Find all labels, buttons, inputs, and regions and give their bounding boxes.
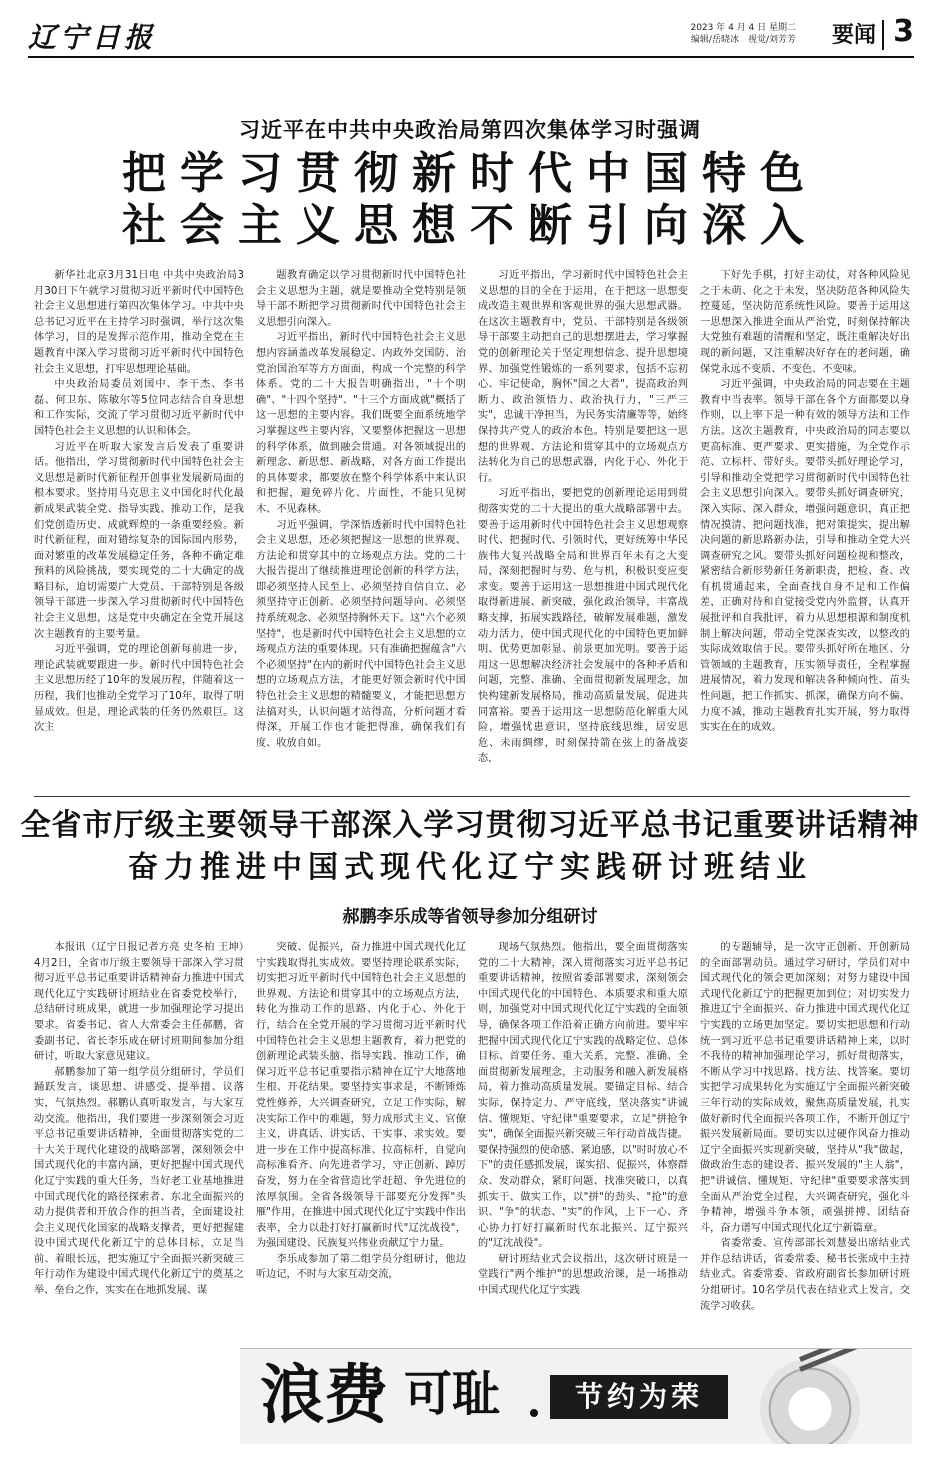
article1-column xyxy=(700,268,910,788)
article1-column xyxy=(478,268,688,788)
body-paragraph: 的专题辅导，是一次守正创新、开创新局的全面部署动员。通过学习研讨，学员们对中国式现代化的领会更加深刻；对努力建设中国式现代化新辽宁的把握更加到位；对切实发力推进辽宁全面振兴、奋力推进中国式现代化辽宁实践的立场更加坚定。要切实把思想和行动统一到习近平总书记重要讲话精神上来，以时不我待的精神加强理论学习，抓好贯彻落实，不断从学习中找思路、找方法、找答案。要切实把学习成果转化为实施辽宁全面振兴新突破三年行动的实际成效，聚焦高质量发展，扎实做好新时代全面振兴各项工作，不断开创辽宁振兴发展新局面。要切实以过硬作风奋力推动辽宁全面振兴实现新突破，坚持从"我"做起，做政治生态的建设者、振兴发展的"主人翁"，把"讲诚信、懂规矩、守纪律"重要要求落实到全面从严治党全过程，大兴调查研究，强化斗争精神，增强斗争本领，顽强拼搏、团结奋斗，奋力谱写中国式现代化辽宁新篇章。 xyxy=(700,942,910,1234)
article2-column xyxy=(34,940,244,1338)
article2-column xyxy=(256,940,466,1338)
article1-title-line2: 社会主义思想不断引向深入 xyxy=(122,200,818,251)
issue-meta xyxy=(690,22,796,46)
body-paragraph: 研讨班结业式会议指出，这次研讨班是一堂践行"两个维护"的思想政治课，是一场推动中国式现代化辽宁实践 xyxy=(478,1253,688,1297)
article2-title-line2: 奋力推进中国式现代化辽宁实践研讨班结业 xyxy=(128,850,812,885)
body-paragraph: 新华社北京3月31日电 中共中央政治局3月30日下午就学习贯彻习近平新时代中国特色社会主义思想进行第四次集体学习。中共中央总书记习近平在主持学习时强调，举行这次集体学习，目的是发挥示范作用，推动全党在主题教育中深入学习贯彻习近平新时代中国特色社会主义思想，打牢思想理论基础。 xyxy=(34,270,244,375)
banner-text-thrift: 节约为荣 xyxy=(550,1375,728,1419)
body-paragraph: 现场气氛热烈。他指出，要全面贯彻落实党的二十大精神，深入贯彻落实习近平总书记重要讲话精神，按照省委部署要求，深刻领会中国式现代化的中国特色、本质要求和重大原则，加强党对中国式现代化辽宁实践的全面领导，确保各项工作沿着正确方向前进。要牢牢把握中国式现代化辽宁实践的战略定位、总体目标、首要任务、重大关系，完整、准确、全面贯彻新发展理念，主动服务和融入新发展格局，着力推动高质量发展。要锚定目标、结合实际，保持定力、严守底线，坚决落实"讲诚信、懂规矩、守纪律"重要要求，立足"拼抢争实"，确保全面振兴新突破三年行动首战告捷。要保持强烈的使命感、紧迫感，以"时时放心不下"的责任感抓发展，谋实招、促振兴，体察群众、发动群众，紧盯问题、找准突破口，以真抓实干、做实工作，以"拼"的劲头、"抢"的意识、"争"的状态、"实"的作风，上下一心、齐心协力打好打赢新时代东北振兴、辽宁振兴的"辽沈战役"。 xyxy=(478,942,688,1250)
body-paragraph: 习近平强调，学深悟透新时代中国特色社会主义思想，还必须把握这一思想的世界观、方法论和贯穿其中的立场观点方法。党的二十大报告提出了继续推进理论创新的科学方法，即必须坚持人民至上、必须坚持自信自立、必须坚持守正创新、必须坚持问题导向、必须坚持系统观念、必须坚持胸怀天下。这"六个必须坚持"，也是新时代中国特色社会主义思想的立场观点方法的重要体现。只有准确把握蕴含"六个必须坚持"在内的新时代中国特色社会主义思想的立场观点方法，才能更好领会新时代中国特色社会主义思想的精髓要义，才能把思想方法搞对头，认识问题才站得高，分析问题才看得深，开展工作也才能把得准，确保我们有度、收放自如。 xyxy=(256,519,466,749)
article1-column xyxy=(34,268,244,788)
article1-kicker: 习近平在中共中央政治局第四次集体学习时强调 xyxy=(239,118,701,142)
article2-column xyxy=(700,940,910,1338)
article2-body xyxy=(34,940,910,1338)
article1-column xyxy=(256,268,466,788)
article2-column xyxy=(478,940,688,1338)
body-paragraph: 郝鹏参加了第一组学员分组研讨，学员们踊跃发言，谈思想、讲感受、提举措、议落实，气氛热烈。郝鹏认真听取发言，与大家互动交流。他指出，我们要进一步深刻领会习近平总书记重要讲话精神，全面贯彻落实党的二十大关于现代化建设的战略部署，深刻领会中国式现代化的丰富内涵，更好把握中国式现代化辽宁实践的重大任务，当好老工业基地推进中国式现代化的路径探索者、东北全面振兴的动力提供者和开放合作的担当者，全面建设社会主义现代化国家的战略支撑者，更好把握建设中国式现代化新辽宁的总体目标，立足当前、着眼长远，把实施辽宁全面振兴新突破三年行动作为建设中国式现代化新辽宁的奠基之举、垒台之作，实实在在地抓发展、谋 xyxy=(34,1066,244,1297)
issue-date: 2023 年 4 月 4 日 星期二 xyxy=(690,23,796,33)
page-number: 3 xyxy=(893,14,914,49)
body-paragraph: 省委常委、宣传部部长刘慧晏出席结业式并作总结讲话，省委常委、秘书长张成中主持结业式。省委常委、省政府副省长参加研讨班分组研讨。10名学员代表在结业式上发言，交流学习收获。 xyxy=(700,1238,910,1312)
body-paragraph: 习近平强调，中央政治局的同志要在主题教育中当表率。领导干部在各个方面都要以身作则，以上率下是一种有效的领导方法和工作方法。这次主题教育，中央政治局的同志要以更高标准、更严要求、更实措施，为全党作示范、立标杆、带好头。要带头抓好理论学习，引导和推动全党把学习贯彻新时代中国特色社会主义思想引向深入。要带头抓好调查研究，深入实际、深入群众，增强问题意识，真正把情况摸清、把问题找准，把对策提实，提出解决问题的新思路新办法，引导和推动全党大兴调查研究之风。要带头抓好问题检视和整改，紧密结合新形势新任务新职责，把检、查、改有机贯通起来，全面查找自身不足和工作偏差，正确对待和自觉接受党内外监督，认真开展批评和自我批评，着力从思想根源和制度机制上解决问题，带动全党深查实改，以整改的实际成效取信于民。要带头抓好所在地区、分管领域的主题教育，压实领导责任，全程掌握进展情况，着力发现和解决各种倾向性、苗头性问题，把工作抓实、抓深，确保方向不偏、力度不减，推动主题教育扎实开展，努力取得实实在在的成效。 xyxy=(700,379,910,734)
body-paragraph: 题教育确定以学习贯彻新时代中国特色社会主义思想为主题，就是要推动全党特别是领导干部不断把学习贯彻新时代中国特色社会主义思想引向深入。 xyxy=(256,270,466,328)
newspaper-name: 辽宁日报 xyxy=(28,21,157,54)
body-paragraph: 习近平在听取大家发言后发表了重要讲话。他指出，学习贯彻新时代中国特色社会主义思想是新时代新征程开创事业发展新局面的根本要求。坚持用马克思主义中国化时代化最新成果武装全党、指导实践、推动工作，是我们党创造历史、成就辉煌的一条重要经验。新时代新征程，面对错综复杂的国际国内形势，面对繁重的改革发展稳定任务，各种不确定难预料的风险挑战，要实现党的二十大确定的战略目标，迫切需要广大党员、干部特别是各级领导干部进一步深入学习贯彻新时代中国特色社会主义思想，这是党中央确定在全党开展这次主题教育的主要考量。 xyxy=(34,441,244,640)
article1-body xyxy=(34,268,910,788)
body-paragraph: 中央政治局委员刘国中、李干杰、李书磊、何卫东、陈敏尔等5位同志结合自身思想和工作实际，交流了学习贯彻习近平新时代中国特色社会主义思想的认识和体会。 xyxy=(34,379,244,437)
article2-subtitle: 郝鹏李乐成等省领导参加分组研讨 xyxy=(342,907,598,927)
article-divider xyxy=(34,796,910,797)
body-paragraph: 突破、促振兴，奋力推进中国式现代化辽宁实践取得扎实成效。要坚持理论联系实际，切实把习近平新时代中国特色社会主义思想的世界观、方法论和贯穿其中的立场观点方法，转化为推动工作的思路、内化于心、外化于行，结合在全党开展的学习贯彻习近平新时代中国特色社会主义思想主题教育，着力把党的创新理论武装头脑、指导实践、推动工作，确保习近平总书记重要指示精神在辽宁大地落地生根、开花结果。要坚持实事求是，不断锤炼党性修养，大兴调查研究，立足工作实际，解决实际工作中的难题，努力成形式主义、官僚主义，讲真话、讲实话、干实事、求实效。要进一步在工作中提高标准、拉高标杆，自觉向高标准看齐、向先进者学习，守正创新、踔厉奋发，努力在全省营造比学赶超、争先进位的浓厚氛围。全省各级领导干部要充分发挥"头雁"作用，在推进中国式现代化辽宁实践中作出表率，全力以赴打好打赢新时代"辽沈战役"，为强国建设、民族复兴伟业贡献辽宁力量。 xyxy=(256,942,466,1250)
banner-text-waste: 浪费 xyxy=(260,1358,388,1433)
body-paragraph: 本报讯（辽宁日报记者方亮 史冬柏 王坤）4月2日，全省市厅级主要领导干部深入学习贯彻习近平总书记重要讲话精神奋力推进中国式现代化辽宁实践研讨班结业在省委党校举行，总结研讨班成果，就进一步加强理论学习提出要求。省委书记、省人大常委会主任郝鹏，省委副书记、省长李乐成在研讨班期间参加分组研讨，听取大家意见建议。 xyxy=(34,942,244,1063)
body-paragraph: 习近平指出，学习新时代中国特色社会主义思想的目的全在于运用，在于把这一思想变成改造主观世界和客观世界的强大思想武器。在这次主题教育中，党员、干部特别是各级领导干部要主动把自己的思想摆进去，学习掌握党的创新理论关于坚定理想信念、提升思想境界、加强党性锻炼的一系列要求，包括不忘初心、牢记使命，胸怀"国之大者"，提高政治判断力、政治领悟力、政治执行力，"三严三实"，忠诚干净担当，为民务实清廉等等，始终保持共产党人的政治本色。特别是要把这一思想的世界观、方法论和贯穿其中的立场观点方法转化为自己的思想武器，内化于心、外化于行。 xyxy=(478,270,688,484)
editor-credits: 编辑/岳晓冰 视觉/刘芳芳 xyxy=(690,35,796,45)
body-paragraph: 习近平指出，新时代中国特色社会主义思想内容涵盖改革发展稳定、内政外交国防、治党治国治军等方方面面，构成一个完整的科学体系。党的二十大报告明确指出，"十个明确"、"十四个坚持"、"十三个方面成就"概括了这一思想的主要内容。我们既要全面系统地学习掌握这些主要内容，又要整体把握这一思想的科学体系，做到融会贯通。对各领域提出的新理念、新思想、新战略，对各方面工作提出的具体要求，都要放在整个科学体系中来认识和把握，避免碎片化、片面性，不能只见树木、不见森林。 xyxy=(256,332,466,515)
public-service-banner xyxy=(240,1348,912,1444)
banner-period xyxy=(530,1409,538,1417)
masthead xyxy=(28,14,914,58)
section-name: 要闻 xyxy=(831,23,876,48)
body-paragraph: 习近平强调，党的理论创新每前进一步，理论武装就要跟进一步。新时代中国特色社会主义思想历经了10年的发展历程，伴随着这一历程，我们也推动全党学习了10年，取得了明显成效。但是，理论武装的任务仍然艰巨。这次主 xyxy=(34,644,244,734)
body-paragraph: 习近平指出，要把党的创新理论运用到贯彻落实党的二十大提出的重大战略部署中去。要善于运用新时代中国特色社会主义思想观察时代、把握时代、引领时代，更好统筹中华民族伟大复兴战略全局和世界百年未有之大变局，深刻把握时与势、危与机，积极识变应变求变。要善于运用这一思想推进中国式现代化取得新进展、新突破，强化政治领导，丰富战略支撑，拓展实践路径，破解发展难题，激发动力活力，使中国式现代化的中国特色更加鲜明、优势更加彰显、前景更加光明。要善于运用这一思想解决经济社会发展中的各种矛盾和问题，完整、准确、全面贯彻新发展理念，加快构建新发展格局，推动高质量发展，促进共同富裕。要善于运用这一思想防范化解重大风险，增强忧患意识，坚持底线思维，居安思危、未雨绸缪，时刻保持箭在弦上的备战姿态， xyxy=(478,488,688,765)
banner-text-shame: 可耻 xyxy=(404,1366,501,1422)
rice-bowl-icon xyxy=(760,1359,860,1444)
article2-title-line1: 全省市厅级主要领导干部深入学习贯彻习近平总书记重要讲话精神 xyxy=(20,808,920,843)
body-paragraph: 李乐成参加了第二组学员分组研讨，他边听边记，不时与大家互动交流， xyxy=(256,1253,466,1281)
body-paragraph: 下好先手棋，打好主动仗，对各种风险见之于未萌、化之于未发，坚决防范各种风险失控蔓延，坚决防范系统性风险。要善于运用这一思想深入推进全面从严治党，时刻保持解决大党独有难题的清醒和坚定，既注重解决好出现的新问题，又注重解决好存在的老问题，确保党永远不变质、不变色、不变味。 xyxy=(700,270,910,375)
masthead-divider xyxy=(882,20,884,50)
article1-title-line1: 把学习贯彻新时代中国特色 xyxy=(122,148,818,199)
